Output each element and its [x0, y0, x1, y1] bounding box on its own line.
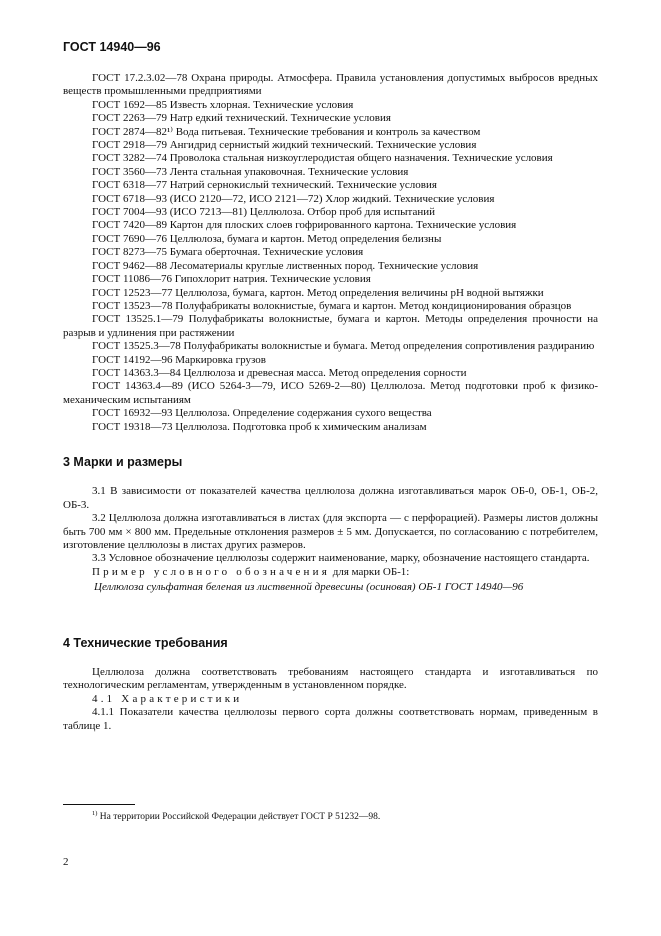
- reference-item: ГОСТ 2874—82¹⁾ Вода питьевая. Технические требования и контроль за качеством: [92, 125, 481, 138]
- reference-item: ГОСТ 7004—93 (ИСО 7213—81) Целлюлоза. Отбор проб для испытаний: [92, 206, 435, 219]
- reference-item: ГОСТ 13525.3—78 Полуфабрикаты волокнистые и бумага. Метод определения сопротивления раздиранию: [92, 340, 595, 353]
- reference-item: ГОСТ 19318—73 Целлюлоза. Подготовка проб к химическим анализам: [92, 420, 427, 433]
- reference-item: ГОСТ 11086—76 Гипохлорит натрия. Технические условия: [92, 273, 371, 286]
- subsection-label: [63, 693, 598, 706]
- references-list: [63, 72, 598, 434]
- document-body: [63, 72, 598, 733]
- paragraph: 3.3 Условное обозначение целлюлозы содержит наименование, марку, обозначение настоящего стандарта.: [92, 552, 590, 565]
- reference-item: ГОСТ 7690—76 Целлюлоза, бумага и картон. Метод определения белизны: [92, 232, 442, 245]
- reference-item: ГОСТ 14363.3—84 Целлюлоза и древесная масса. Метод определения сорности: [92, 366, 467, 379]
- reference-item: ГОСТ 3282—74 Проволока стальная низкоуглеродистая общего назначения. Технические условия: [92, 152, 553, 165]
- page-number: 2: [63, 856, 69, 868]
- reference-item: ГОСТ 17.2.3.02—78 Охрана природы. Атмосфера. Правила установления допустимых выбросов вредных веществ промышленными предприятиями: [63, 72, 598, 98]
- reference-item: ГОСТ 16932—93 Целлюлоза. Определение содержания сухого вещества: [92, 407, 432, 420]
- footnote-rule: [63, 804, 135, 805]
- paragraph: 4.1.1 Показатели качества целлюлозы первого сорта должны соответствовать нормам, приведенным в таблице 1.: [63, 706, 598, 732]
- reference-item: ГОСТ 2918—79 Ангидрид сернистый жидкий технический. Технические условия: [92, 139, 477, 152]
- reference-item: ГОСТ 6318—77 Натрий сернокислый технический. Технические условия: [92, 179, 437, 192]
- reference-item: ГОСТ 6718—93 (ИСО 2120—72, ИСО 2121—72) Хлор жидкий. Технические условия: [92, 192, 495, 205]
- example-label: Пример условного обозначения: [92, 565, 330, 578]
- reference-item: ГОСТ 13525.1—79 Полуфабрикаты волокнистые, бумага и картон. Методы определения прочности на разрыв и удлинения при растяжении: [63, 313, 598, 339]
- reference-item: ГОСТ 1692—85 Известь хлорная. Технические условия: [92, 98, 354, 111]
- reference-item: ГОСТ 3560—73 Лента стальная упаковочная. Технические условия: [92, 165, 409, 178]
- section-heading: 4 Технические требования: [63, 635, 228, 650]
- paragraph: 3.2 Целлюлоза должна изготавливаться в листах (для экспорта — с перфорацией). Размеры листов должны быть 700 мм × 800 мм. Предельные отклонения размеров ± 5 мм. Допускается, по согласованию с потребителем, изготовление целлюлозы в листах других размеров.: [63, 512, 598, 551]
- reference-item: ГОСТ 7420—89 Картон для плоских слоев гофрированного картона. Технические условия: [92, 219, 517, 232]
- example-designation: Целлюлоза сульфатная беленая из лиственной древесины (осиновая) ОБ-1 ГОСТ 14940—96: [94, 581, 524, 594]
- footnote: [92, 810, 380, 822]
- reference-item: ГОСТ 8273—75 Бумага оберточная. Технические условия: [92, 246, 364, 259]
- reference-item: ГОСТ 12523—77 Целлюлоза, бумага, картон. Метод определения величины рН водной вытяжки: [92, 286, 544, 299]
- reference-item: ГОСТ 2263—79 Натр едкий технический. Технические условия: [92, 112, 391, 125]
- spaced-label: 4.1 Характеристики: [92, 692, 243, 705]
- paragraph: Целлюлоза должна соответствовать требованиям настоящего стандарта и изготавливаться по технологическим регламентам, утвержденным в установленном порядке.: [63, 666, 598, 692]
- paragraph: 3.1 В зависимости от показателей качества целлюлоза должна изготавливаться марок ОБ-0, ОБ-1, ОБ-2, ОБ-3.: [63, 485, 598, 511]
- reference-item: ГОСТ 9462—88 Лесоматериалы круглые лиственных пород. Технические условия: [92, 259, 479, 272]
- reference-item: ГОСТ 14363.4—89 (ИСО 5264-3—79, ИСО 5269-2—80) Целлюлоза. Метод подготовки проб к физико-механическим испытаниям: [63, 380, 598, 406]
- reference-item: ГОСТ 13523—78 Полуфабрикаты волокнистые, бумага и картон. Метод кондиционирования образцов: [92, 299, 572, 312]
- section-heading: 3 Марки и размеры: [63, 454, 183, 469]
- example-suffix: для марки ОБ-1:: [329, 565, 410, 578]
- document-header: ГОСТ 14940—96: [63, 40, 161, 54]
- footnote-text: На территории Российской Федерации действует ГОСТ Р 51232—98.: [97, 812, 381, 823]
- footnote-mark: 1): [92, 810, 98, 817]
- example-line: [63, 566, 598, 579]
- reference-item: ГОСТ 14192—96 Маркировка грузов: [92, 353, 266, 366]
